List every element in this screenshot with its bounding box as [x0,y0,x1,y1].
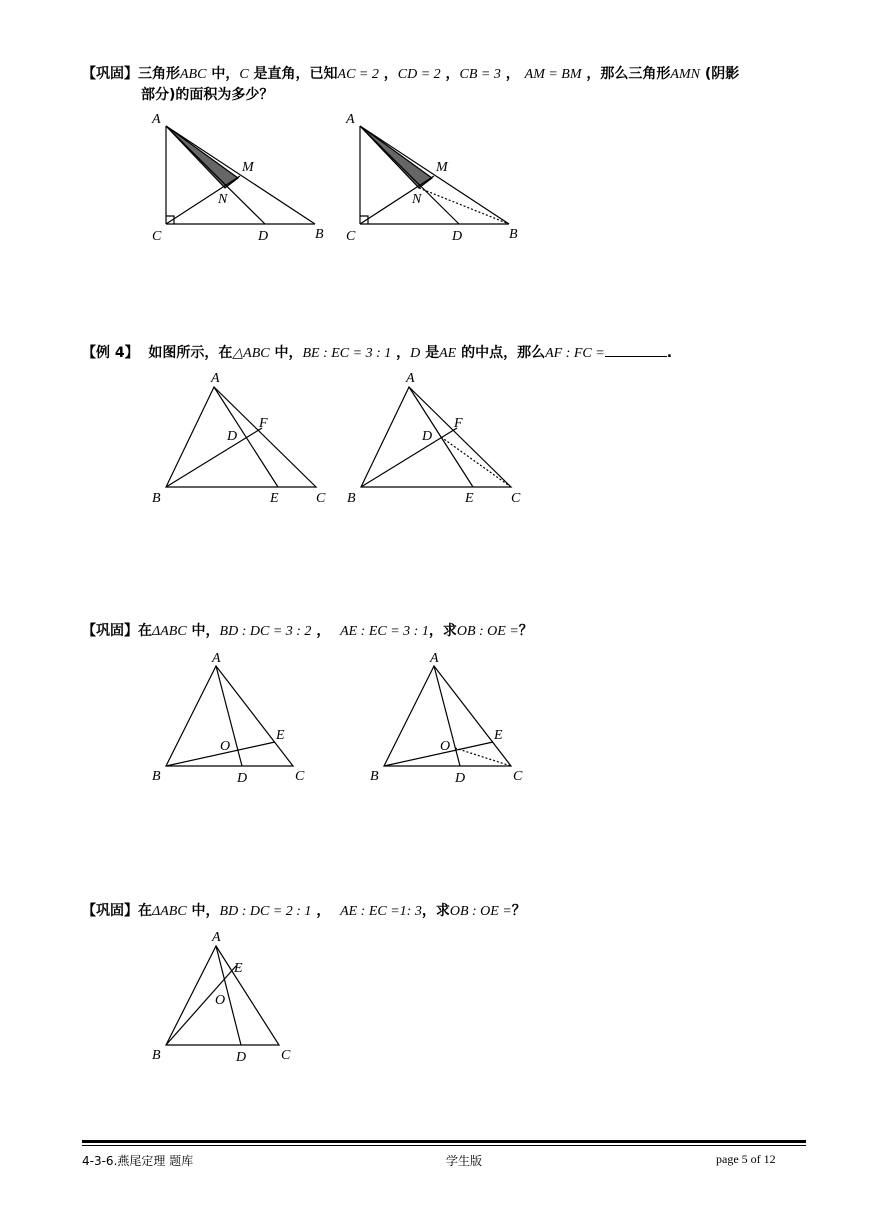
label-c: C [511,491,521,506]
label-d: D [422,429,433,444]
label-d: D [236,1050,247,1065]
segment-cm [166,176,240,224]
shaded-triangle-amn [166,126,238,188]
label-b: B [509,227,518,242]
label-b: B [152,491,161,506]
label-d: D [455,771,466,786]
label-o: O [440,739,451,754]
label-e: E [465,491,474,506]
label-d: D [227,429,238,444]
footer-left: 4-3-6.燕尾定理 题库 [82,1154,194,1168]
label-e: E [270,491,279,506]
label-a: A [212,651,221,666]
label-d: D [237,771,248,786]
problem-2-tag: 【例 4】 [82,345,139,361]
label-b: B [315,227,324,242]
label-a: A [406,371,415,386]
label-b: B [370,769,379,784]
label-c: C [513,769,523,784]
label-b: B [152,769,161,784]
label-m: M [242,160,254,175]
label-b: B [152,1048,161,1063]
label-a: A [430,651,439,666]
problem-1-tag: 【巩固】 [82,66,138,82]
label-c: C [281,1048,291,1063]
label-a: A [152,112,161,127]
label-d: D [452,229,463,244]
problem-3-text: 【巩固】在ΔABC 中，BD : DC = 3 : 2 ， AE : EC = 3 : 1，求OB : OE =？ [82,623,533,639]
label-d: D [258,229,269,244]
figure-1b [360,126,509,224]
label-f: F [454,416,463,431]
label-o: O [220,739,231,754]
label-c: C [295,769,305,784]
segment-ad [166,126,265,224]
problem-1-text: 【巩固】三角形ABC 中，C 是直角，已知AC = 2 ，CD = 2 ，CB = 3 ， AM = BM ，那么三角形AMN (阴影 部分)的面积为多少？ [82,64,812,105]
label-m: M [436,160,448,175]
footer-center: 学生版 [446,1154,483,1168]
footer-rule-thin [82,1145,806,1146]
label-c: C [346,229,356,244]
label-e: E [276,728,285,743]
label-b: B [347,491,356,506]
footer-rule [82,1140,806,1143]
problem-3-tag: 【巩固】 [82,623,138,639]
problem-2-text: 【例 4】 如图所示，在△ABC 中，BE : EC = 3 : 1 ，D 是AE 的中点，那么AF : FC = . [82,342,812,364]
dotted-nb [419,188,509,224]
figure-1a [166,126,315,224]
problem-4-tag: 【巩固】 [82,903,138,919]
footer-page-number: page 5 of 12 [716,1152,776,1166]
label-e: E [234,961,243,976]
label-c: C [316,491,326,506]
label-a: A [346,112,355,127]
label-n: N [218,192,228,207]
label-c: C [152,229,162,244]
figure-2a [166,387,316,487]
figure-2b [361,387,511,487]
label-a: A [211,371,220,386]
label-o: O [215,993,226,1008]
label-e: E [494,728,503,743]
label-n: N [412,192,422,207]
shaded-triangle-amn-2 [360,126,432,188]
problem-4-text: 【巩固】在ΔABC 中，BD : DC = 2 : 1 ， AE : EC =1: 3，求OB : OE =？ [82,903,526,919]
label-f: F [259,416,268,431]
problem-1-line2: 部分)的面积为多少？ [141,87,274,103]
label-a: A [212,930,221,945]
